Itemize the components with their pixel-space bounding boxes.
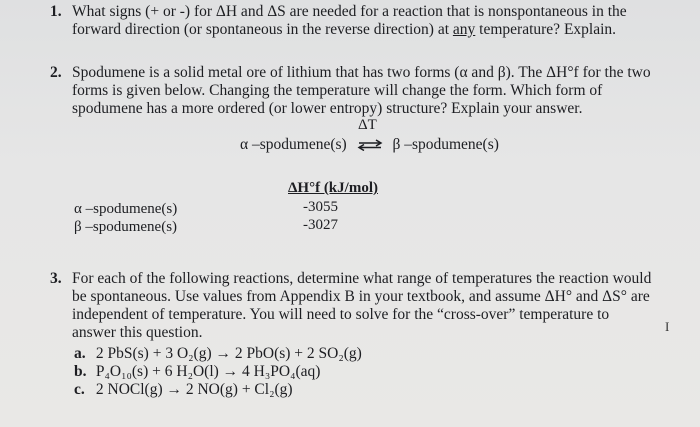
reaction-list (74, 345, 362, 399)
alpha-spodumene-reactant: α –spodumene(s) (240, 136, 347, 153)
question-1-line-2-post: temperature? Explain. (475, 21, 617, 38)
question-1-line-1: What signs (+ or -) for ΔH and ΔS are needed for a reaction that is nonspontaneous in the (72, 3, 627, 20)
enthalpy-table-header: ΔH°f (kJ/mol) (288, 180, 378, 196)
enthalpy-table-forms (74, 200, 177, 236)
reaction-b-label: b. (74, 363, 87, 380)
question-1-line-2 (72, 21, 690, 39)
equilibrium-arrows-icon (357, 139, 383, 151)
table-row-alpha-value: -3055 (303, 199, 338, 215)
question-2-line-1: Spodumene is a solid metal ore of lithium that has two forms (α and β). The ΔH°f for the two (72, 64, 651, 81)
question-3-line-1: For each of the following reactions, determine what range of temperatures the reaction would (72, 270, 652, 287)
enthalpy-table-values (303, 198, 338, 234)
beta-spodumene-product: β –spodumene(s) (392, 136, 499, 153)
list-item-reaction-a (74, 345, 362, 363)
question-3 (50, 270, 680, 342)
question-2-line-2: forms is given below. Changing the temperature will change the form. Which form of (72, 82, 603, 99)
reaction-c-label: c. (74, 381, 85, 398)
reaction-b-text: P₄O₁₀(s) + 6 H₂O(l) → 4 H₃PO₄(aq) (95, 363, 321, 380)
question-3-line-3: independent of temperature. You will need to solve for the “cross-over” temperature to (72, 306, 610, 323)
question-2 (50, 64, 690, 118)
question-1-any-underlined: any (452, 21, 476, 38)
list-item-reaction-c (74, 381, 362, 399)
question-1-line-2-pre: forward direction (or spontaneous in the reverse direction) at (72, 21, 453, 38)
delta-t-label: ΔT (358, 117, 377, 133)
reaction-a-label: a. (74, 345, 86, 362)
reaction-c-text: 2 NOCl(g) → 2 NO(g) + Cl₂(g) (95, 381, 293, 398)
question-3-line-2: be spontaneous. Use values from Appendix B in your textbook, and assume ΔH° and ΔS° are (72, 288, 650, 305)
text-cursor-icon: I (665, 319, 670, 334)
question-1 (50, 3, 690, 39)
question-2-number: 2. (50, 64, 62, 81)
question-1-number: 1. (50, 3, 62, 20)
list-item-reaction-b (74, 363, 362, 381)
table-row-alpha-form: α –spodumene(s) (74, 201, 178, 217)
table-row-beta-value: -3027 (303, 217, 338, 233)
question-2-line-3: spodumene has a more ordered (or lower entropy) structure? Explain your answer. (72, 100, 583, 117)
question-3-number: 3. (50, 270, 62, 287)
equilibrium-equation (240, 117, 499, 153)
reaction-a-text: 2 PbS(s) + 3 O₂(g) → 2 PbO(s) + 2 SO₂(g) (95, 345, 362, 362)
question-3-line-4: answer this question. (72, 324, 203, 341)
table-row-beta-form: β –spodumene(s) (74, 219, 178, 235)
